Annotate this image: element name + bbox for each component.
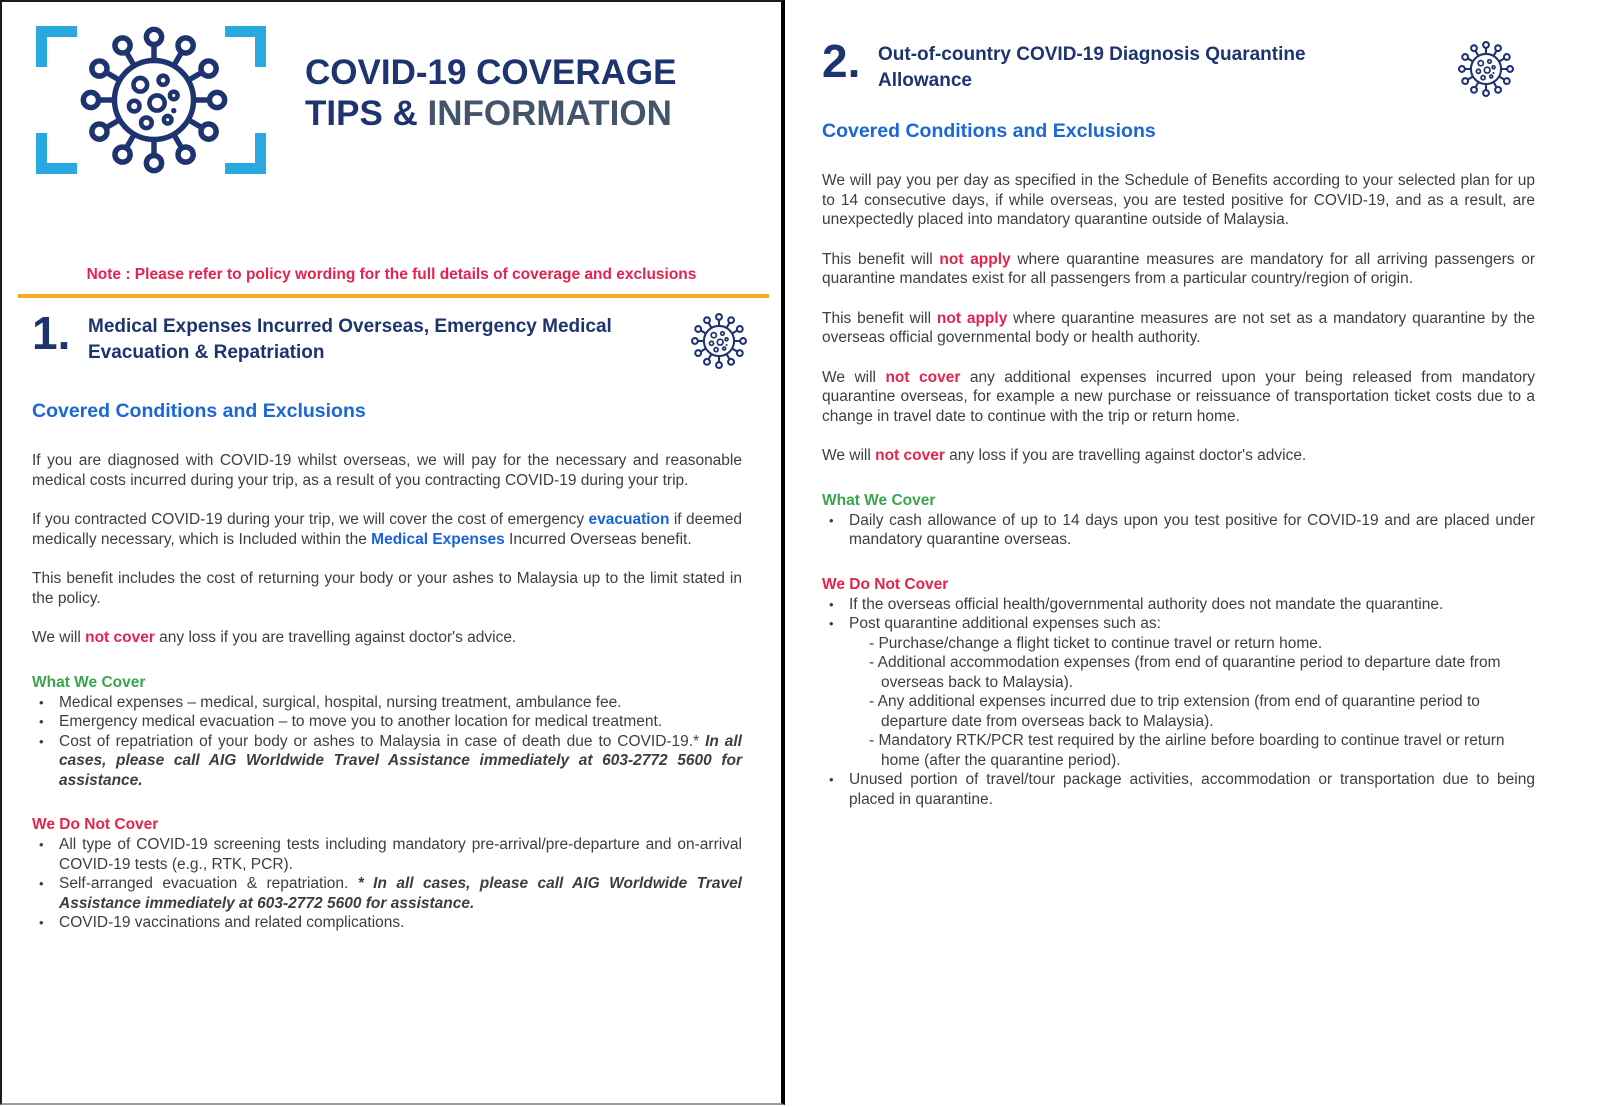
text-run: If you contracted COVID-19 during your trip, we will cover the cost of emergency bbox=[32, 511, 589, 528]
text-run: any loss if you are travelling against doctor's advice. bbox=[154, 629, 517, 646]
title-line2-information: INFORMATION bbox=[427, 94, 672, 133]
text-run: - Purchase/change a flight ticket to continue travel or return home. bbox=[869, 634, 1323, 652]
section-number: 1. bbox=[32, 307, 71, 359]
text-run: We will bbox=[822, 368, 886, 386]
list-item bbox=[32, 835, 742, 874]
subheading-covered-conditions: Covered Conditions and Exclusions bbox=[32, 400, 366, 422]
what-we-cover-list bbox=[822, 511, 1535, 550]
text-run: where quarantine measures are not set as a mandatory quarantine by the overseas official governmental body or health authority. bbox=[822, 309, 1536, 346]
text-run: Post quarantine additional expenses such as: bbox=[849, 615, 1161, 632]
section-1-paragraphs bbox=[32, 451, 742, 648]
bullet-marker: • bbox=[39, 915, 44, 930]
paragraph bbox=[822, 309, 1535, 348]
text-run: This benefit will bbox=[822, 250, 940, 268]
what-we-cover-heading: What We Cover bbox=[32, 673, 146, 691]
text-run: - Mandatory RTK/PCR test required by the airline before boarding to continue travel or return home (after the quarantine period). bbox=[869, 732, 1505, 769]
bullet-marker: • bbox=[39, 876, 44, 891]
paragraph bbox=[32, 451, 742, 490]
bracket-bottom-right bbox=[225, 133, 266, 174]
bullet-marker: • bbox=[39, 837, 44, 852]
virus-icon bbox=[690, 312, 748, 370]
bullet-marker: • bbox=[39, 694, 44, 710]
text-run: Daily cash allowance of up to 14 days upon you test positive for COVID-19 and are placed under mandatory quarantine overseas. bbox=[849, 511, 1535, 548]
orange-divider bbox=[18, 294, 769, 298]
text-run: Unused portion of travel/tour package activities, accommodation or transportation due to being placed in quarantine. bbox=[849, 771, 1535, 808]
paragraph bbox=[822, 368, 1535, 427]
we-do-not-cover-list bbox=[822, 595, 1535, 810]
text-run-bi: In all cases, please call AIG Worldwide Travel Assistance immediately at 603-2772 5600 for assistance. bbox=[59, 732, 742, 789]
title-line1: COVID-19 COVERAGE bbox=[305, 53, 677, 92]
list-item-text bbox=[849, 595, 1535, 615]
sub-list-item bbox=[869, 634, 1535, 654]
list-item bbox=[822, 770, 1535, 809]
text-run: We will bbox=[822, 447, 876, 464]
we-do-not-cover-heading: We Do Not Cover bbox=[32, 816, 159, 833]
title-line2-tips: TIPS & bbox=[305, 94, 428, 133]
bullet-marker: • bbox=[39, 714, 44, 729]
list-item bbox=[32, 712, 742, 732]
text-run-red: not apply bbox=[939, 250, 1011, 268]
bullet-marker: • bbox=[829, 596, 834, 612]
section-heading: Out-of-country COVID-19 Diagnosis Quarantine Allowance bbox=[878, 44, 1306, 91]
bracket-bottom-left bbox=[36, 133, 77, 174]
text-run: Cost of repatriation of your body or ashes to Malaysia in case of death due to COVID-19.* bbox=[59, 732, 706, 750]
header-logo bbox=[36, 26, 266, 174]
what-we-cover-list bbox=[32, 693, 742, 791]
bracket-top-left bbox=[36, 26, 77, 67]
sub-list-item bbox=[869, 692, 1535, 731]
list-item bbox=[32, 874, 742, 913]
sub-list-item bbox=[869, 731, 1535, 770]
list-item-text bbox=[59, 874, 742, 913]
text-run-bi: * In all cases, please call AIG Worldwide Travel Assistance immediately at 603-2772 5600 for assistance. bbox=[59, 875, 742, 912]
text-run: All type of COVID-19 screening tests including mandatory pre-arrival/pre-departure and on-arrival COVID-19 tests (e.g., RTK, PCR). bbox=[59, 836, 742, 873]
virus-icon bbox=[78, 24, 230, 176]
section-1 bbox=[32, 307, 742, 933]
list-item-text bbox=[849, 614, 1535, 634]
page-left bbox=[0, 0, 785, 1105]
subheading-covered-conditions: Covered Conditions and Exclusions bbox=[822, 120, 1156, 142]
section-2-paragraphs bbox=[822, 171, 1535, 466]
text-run: This benefit includes the cost of returning your body or your ashes to Malaysia up to the limit stated in the policy. bbox=[32, 570, 742, 607]
section-2 bbox=[822, 35, 1536, 809]
text-run: any additional expenses incurred upon your being released from mandatory quarantine overseas, for example a new purchase or reissuance of transportation ticket costs due to a change in travel date to continue with the trip or return home. bbox=[822, 368, 1536, 425]
list-item bbox=[32, 732, 742, 791]
section-1-header bbox=[32, 307, 742, 376]
text-run: if deemed medically necessary, which is Included within the bbox=[32, 511, 742, 548]
text-run: Emergency medical evacuation – to move you to another location for medical treatment. bbox=[59, 713, 663, 730]
list-item bbox=[822, 511, 1535, 550]
text-run: - Any additional expenses incurred due to trip extension (from end of quarantine period to departure date from overseas back to Malaysia). bbox=[869, 693, 1480, 730]
list-item-text bbox=[59, 712, 742, 732]
paragraph bbox=[822, 446, 1535, 466]
text-run: COVID-19 vaccinations and related complications. bbox=[59, 914, 405, 931]
list-item-text bbox=[59, 693, 742, 713]
section-number: 2. bbox=[822, 35, 861, 87]
we-do-not-cover-heading: We Do Not Cover bbox=[822, 575, 949, 593]
paragraph bbox=[32, 628, 742, 648]
text-run-blue: Medical Expenses bbox=[371, 530, 505, 548]
text-run: This benefit will bbox=[822, 309, 937, 327]
text-run: If you are diagnosed with COVID-19 whilst overseas, we will pay for the necessary and reasonable medical costs incurred during your trip, as a result of you contracting COVID-19 during your trip. bbox=[32, 452, 742, 489]
text-run-red: not cover bbox=[875, 447, 945, 464]
sub-list-item bbox=[869, 653, 1535, 692]
text-run: - Additional accommodation expenses (from end of quarantine period to departure date from overseas back to Malaysia). bbox=[869, 654, 1501, 691]
text-run-blue: evacuation bbox=[588, 511, 670, 528]
what-we-cover-heading: What We Cover bbox=[822, 491, 936, 509]
page-right bbox=[787, 0, 1600, 1107]
text-run: Self-arranged evacuation & repatriation. bbox=[59, 875, 358, 892]
paragraph bbox=[822, 250, 1535, 289]
paragraph bbox=[32, 510, 742, 549]
list-item-text bbox=[59, 835, 742, 874]
text-run: Incurred Overseas benefit. bbox=[504, 530, 692, 548]
list-item bbox=[822, 614, 1535, 634]
section-heading: Medical Expenses Incurred Overseas, Emergency Medical Evacuation & Repatriation bbox=[88, 316, 612, 363]
list-item bbox=[32, 693, 742, 713]
text-run: We will bbox=[32, 629, 86, 646]
list-item bbox=[32, 913, 742, 933]
text-run: any loss if you are travelling against doctor's advice. bbox=[944, 447, 1307, 464]
list-item bbox=[822, 595, 1535, 615]
text-run-red: not apply bbox=[936, 309, 1008, 327]
paragraph bbox=[32, 569, 742, 608]
section-2-header bbox=[822, 35, 1535, 104]
bullet-marker: • bbox=[39, 733, 44, 749]
text-run: where quarantine measures are mandatory for all arriving passengers or quarantine mandates exist for all passengers from a particular country/region of origin. bbox=[822, 250, 1536, 287]
list-item-text bbox=[849, 511, 1535, 550]
bullet-marker: • bbox=[829, 616, 834, 631]
bracket-top-right bbox=[225, 26, 266, 67]
list-item-text bbox=[849, 770, 1535, 809]
virus-icon bbox=[1457, 40, 1515, 98]
bullet-marker: • bbox=[829, 512, 834, 528]
we-do-not-cover-list bbox=[32, 835, 742, 933]
text-run: We will pay you per day as specified in the Schedule of Benefits according to your selected plan for up to 14 consecutive days, if while overseas, you are tested positive for COVID-19, and as a result, are unexpectedly placed into mandatory quarantine outside of Malaysia. bbox=[822, 172, 1535, 228]
policy-note: Note : Please refer to policy wording for the full details of coverage and exclusions bbox=[86, 266, 697, 283]
list-item-text bbox=[59, 732, 742, 791]
bullet-marker: • bbox=[829, 772, 834, 787]
text-run-red: not cover bbox=[85, 629, 155, 646]
list-item-text bbox=[59, 913, 742, 933]
paragraph bbox=[822, 171, 1535, 230]
text-run: If the overseas official health/governmental authority does not mandate the quarantine. bbox=[849, 595, 1444, 613]
page-title bbox=[305, 52, 745, 134]
text-run-red: not cover bbox=[885, 368, 961, 386]
text-run: Medical expenses – medical, surgical, hospital, nursing treatment, ambulance fee. bbox=[59, 693, 622, 711]
